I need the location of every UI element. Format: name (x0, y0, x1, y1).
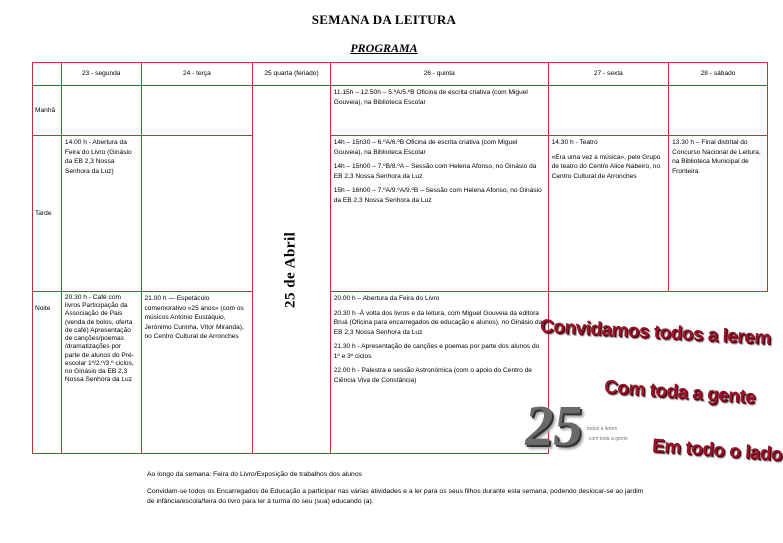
page-subtitle: PROGRAMA (350, 41, 418, 55)
cell-manha-sabado (669, 86, 768, 136)
event-text: «Era uma vez a música», pelo Grupo de teatro do Centro Alice Nabeiro, no Centro Cultural de Arronches (551, 153, 661, 180)
vertical-label-25-abril: 25 de Abril (282, 231, 299, 308)
header-sexta: 27 - sexta (548, 63, 668, 86)
event-text: 20.00 h – Abertura da Feira do Livro (333, 295, 440, 302)
wordart-line-1: Convidamos todos a lerem (539, 315, 772, 350)
cell-tarde-sexta (548, 136, 668, 292)
logo-number: 25 (520, 393, 588, 458)
event-text: 14.30 h - Teatro (551, 139, 598, 146)
cell-manha-segunda (61, 86, 141, 136)
header-row (33, 63, 768, 86)
cell-tarde-quinta (330, 136, 548, 292)
cell-feriado (253, 86, 330, 454)
cell-tarde-segunda: 14.00 h - Abertura da Feira do Livro (Ginásio da EB 2,3 Nossa Senhora da Luz) (61, 136, 141, 292)
event-text: 14h – 15h30 – 6.ºA/6.ºB Oficina de escrita criativa (com Miguel Gouveia), na Biblioteca Escolar (333, 139, 518, 156)
wordart-line-3: Em todo o lado (651, 435, 783, 466)
logo-text-1: todos a lerem (587, 426, 618, 432)
row-label-manha: Manhã (33, 86, 62, 136)
header-segunda: 23 - segunda (61, 63, 141, 86)
row-manha (33, 86, 768, 136)
cell-noite-quinta (330, 292, 548, 454)
event-text: 15h – 16h00 – 7.ºA/9.ºA/9.ºB – Sessão com Helena Afonso, no Ginásio da EB 2,3 Nossa Senhora da Luz (333, 187, 542, 204)
cell-tarde-sabado: 13.30 h – Final distrital do Concurso Nacional de Leitura, na Biblioteca Municipal de Fronteira (669, 136, 768, 292)
cell-tarde-terca (141, 136, 253, 292)
cell-manha-quinta: 11.15h – 12.50h – 5.ºA/5.ºB Oficina de escrita criativa (com Miguel Gouveia), na Biblioteca Escolar (330, 86, 548, 136)
row-tarde (33, 136, 768, 292)
logo-text-2: com toda a gente (589, 436, 628, 442)
event-text: 21.30 h - Apresentação de canções e poemas por parte dos alunos do 1º e 3º ciclos (333, 343, 540, 360)
header-quinta: 26 - quinta (330, 63, 548, 86)
footer-note: Ao longo da semana: Feira do Livro/Exposição de trabalhos dos alunos (147, 471, 362, 478)
header-empty (33, 63, 62, 86)
wordart-line-2: Com toda a gente (603, 376, 756, 409)
footer-invitation: Convidam-se todos os Encarregados de Educação a participar nas várias atividades e a ler para os seus filhos durante esta semana, podendo deslocar-se ao jardim de infância/escola/feira do livro para ler à turma do seu (sua) educando (a). (147, 488, 644, 505)
event-text: 20.30 h -À volta dos livros e da leitura, com Miguel Gouveia da editora Bruá (Oficina para encarregados de educação e alunos), no Ginásio da EB 2,3 Nossa Senhora da Luz (333, 309, 543, 336)
page-title: SEMANA DA LEITURA (311, 12, 457, 27)
row-label-tarde: Tarde (33, 136, 62, 292)
event-text: 22.00 h - Palestra e sessão Astronómica (com o apoio do Centro de Ciência Viva de Constância) (333, 367, 532, 384)
header-terca: 24 - terça (141, 63, 253, 86)
cell-manha-sexta (548, 86, 668, 136)
cell-noite-segunda: 20.30 h - Café com livros Participação da Associação de Pais (venda de bolos, oferta de café) Apresentação de canções/poemas /dramatizações por parte de alunos do Pré-escolar 1º/2.º/3.º ciclos, no Ginásio da EB 2,3 Nossa Senhora da Luz (61, 292, 141, 454)
cell-noite-terca: 21.00 h — Espetáculo comemorativo «25 anos» (com os músicos António Eustáquio, Jerónimo Curinha, Vítor Miranda), no Centro Cultural de Arronches (141, 292, 253, 454)
row-label-noite: Noite (33, 292, 62, 454)
event-text: 14h – 15h00 – 7.ºB/8.ºA – Sessão com Helena Afonso, no Ginásio da EB 2,3 Nossa Senhora da Luz (333, 163, 537, 180)
row-noite (33, 292, 768, 454)
25-anos-logo (520, 392, 628, 472)
header-quarta: 25 quarta (feriado) (253, 63, 330, 86)
cell-manha-terca (141, 86, 253, 136)
header-sabado: 28 - sábado (669, 63, 768, 86)
